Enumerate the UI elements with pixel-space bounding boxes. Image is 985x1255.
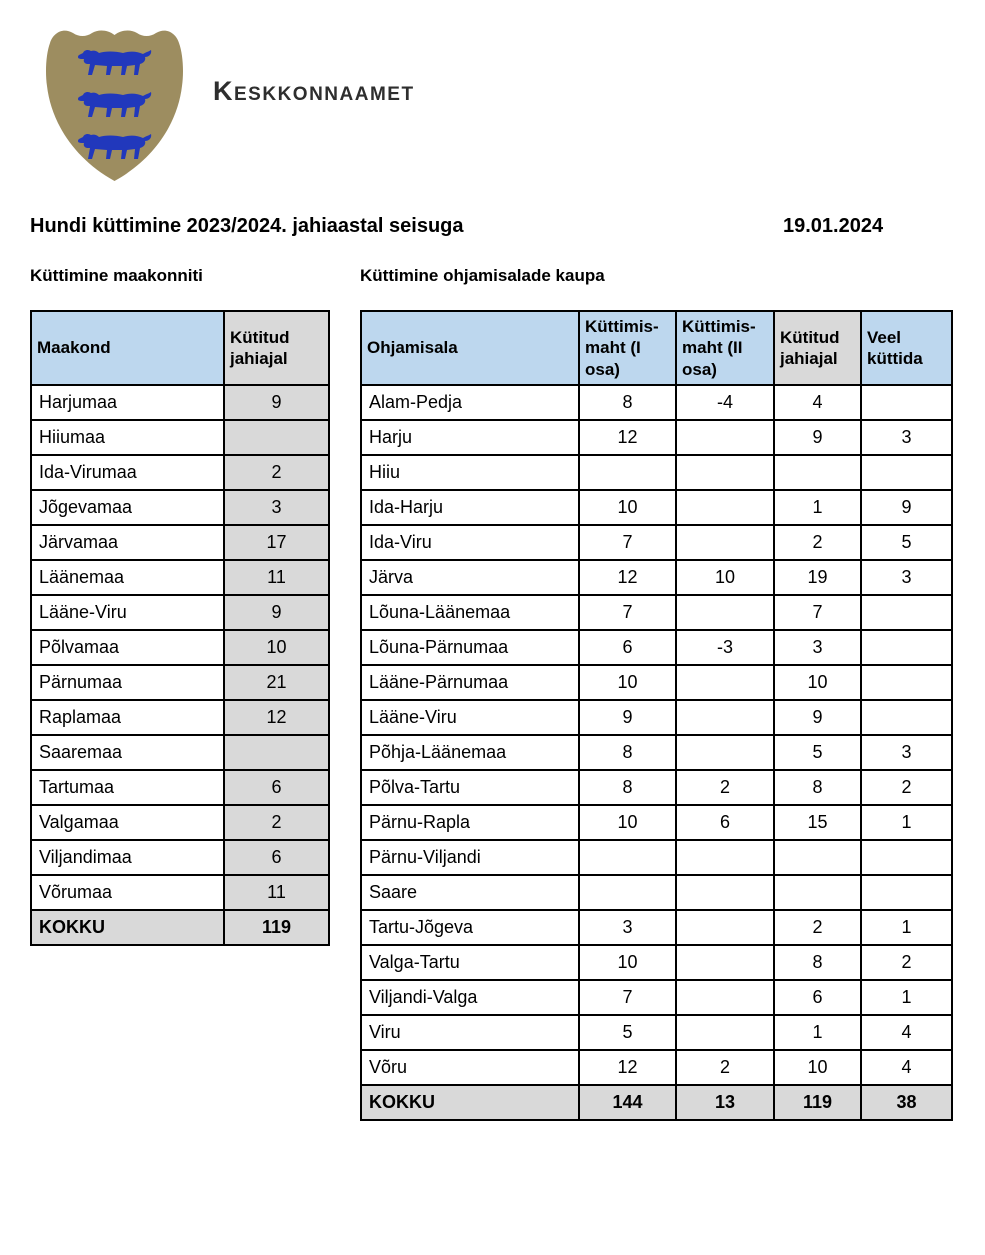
value-cell: 15 <box>774 805 861 840</box>
table-row <box>361 385 952 420</box>
table-row <box>31 770 329 805</box>
table-row <box>361 980 952 1015</box>
value-cell: 12 <box>224 700 329 735</box>
table-row <box>31 560 329 595</box>
table-row <box>31 875 329 910</box>
value-cell <box>579 875 676 910</box>
table-row <box>361 665 952 700</box>
value-cell <box>676 980 774 1015</box>
value-cell <box>861 840 952 875</box>
value-cell <box>676 735 774 770</box>
value-cell: 7 <box>774 595 861 630</box>
row-label-cell: Pärnu-Viljandi <box>361 840 579 875</box>
management-area-table <box>360 310 953 1121</box>
value-cell: 9 <box>774 700 861 735</box>
value-cell: 10 <box>774 1050 861 1085</box>
column-header-kytitud-jahiajal: Kütitud jahiajal <box>774 311 861 385</box>
value-cell: 2 <box>774 910 861 945</box>
value-cell: 1 <box>774 490 861 525</box>
table-row <box>31 385 329 420</box>
value-cell: 119 <box>224 910 329 945</box>
value-cell: 7 <box>579 595 676 630</box>
value-cell <box>861 455 952 490</box>
value-cell: 12 <box>579 560 676 595</box>
value-cell: 119 <box>774 1085 861 1120</box>
area-header-row <box>361 311 952 385</box>
value-cell: 11 <box>224 875 329 910</box>
value-cell: 3 <box>579 910 676 945</box>
value-cell <box>774 840 861 875</box>
value-cell: 3 <box>861 560 952 595</box>
value-cell: 9 <box>224 595 329 630</box>
management-area-section <box>360 266 951 1121</box>
row-label-cell: Harju <box>361 420 579 455</box>
value-cell: 3 <box>861 420 952 455</box>
row-label-cell: Läänemaa <box>31 560 224 595</box>
row-label-cell: Harjumaa <box>31 385 224 420</box>
row-label-cell: Tartumaa <box>31 770 224 805</box>
table-row <box>361 595 952 630</box>
row-label-cell: Pärnu-Rapla <box>361 805 579 840</box>
value-cell: 1 <box>774 1015 861 1050</box>
table-row <box>31 455 329 490</box>
row-label-cell: Ida-Viru <box>361 525 579 560</box>
value-cell: 10 <box>224 630 329 665</box>
table-row <box>361 770 952 805</box>
area-section-title: Küttimine ohjamisalade kaupa <box>360 266 605 285</box>
table-row <box>31 665 329 700</box>
table-row <box>31 490 329 525</box>
value-cell <box>676 420 774 455</box>
value-cell: 2 <box>224 805 329 840</box>
value-cell: 1 <box>861 805 952 840</box>
value-cell: 3 <box>861 735 952 770</box>
value-cell <box>861 385 952 420</box>
value-cell <box>676 910 774 945</box>
value-cell <box>861 630 952 665</box>
value-cell: 8 <box>579 385 676 420</box>
value-cell: 3 <box>224 490 329 525</box>
row-label-cell: Lääne-Viru <box>31 595 224 630</box>
value-cell: 17 <box>224 525 329 560</box>
county-header-row <box>31 311 329 385</box>
column-header-kytitud-jahiajal: Kütitud jahiajal <box>224 311 329 385</box>
row-label-cell: Raplamaa <box>31 700 224 735</box>
row-label-cell: Põlvamaa <box>31 630 224 665</box>
row-label-cell: Lääne-Viru <box>361 700 579 735</box>
total-label-cell: KOKKU <box>361 1085 579 1120</box>
table-row <box>31 595 329 630</box>
table-row <box>31 700 329 735</box>
value-cell <box>861 700 952 735</box>
county-table <box>30 310 330 946</box>
value-cell <box>676 490 774 525</box>
value-cell: 5 <box>579 1015 676 1050</box>
value-cell: 4 <box>774 385 861 420</box>
county-section-title: Küttimine maakonniti <box>30 266 203 285</box>
table-row <box>31 630 329 665</box>
row-label-cell: Võru <box>361 1050 579 1085</box>
value-cell <box>676 665 774 700</box>
value-cell: 2 <box>224 455 329 490</box>
table-row <box>31 735 329 770</box>
row-label-cell: Valga-Tartu <box>361 945 579 980</box>
value-cell: 5 <box>861 525 952 560</box>
value-cell <box>774 875 861 910</box>
row-label-cell: Pärnumaa <box>31 665 224 700</box>
row-label-cell: Lääne-Pärnumaa <box>361 665 579 700</box>
value-cell: 12 <box>579 420 676 455</box>
table-row <box>361 1015 952 1050</box>
value-cell: 3 <box>774 630 861 665</box>
value-cell: 38 <box>861 1085 952 1120</box>
value-cell: 10 <box>676 560 774 595</box>
row-label-cell: Viru <box>361 1015 579 1050</box>
value-cell <box>579 455 676 490</box>
value-cell: 8 <box>774 945 861 980</box>
table-row <box>361 840 952 875</box>
row-label-cell: Võrumaa <box>31 875 224 910</box>
total-label-cell: KOKKU <box>31 910 224 945</box>
value-cell: 9 <box>861 490 952 525</box>
value-cell: 10 <box>579 665 676 700</box>
value-cell <box>676 525 774 560</box>
value-cell: 2 <box>676 770 774 805</box>
table-row <box>361 490 952 525</box>
row-label-cell: Lõuna-Pärnumaa <box>361 630 579 665</box>
value-cell: 8 <box>579 770 676 805</box>
value-cell <box>676 455 774 490</box>
value-cell: 2 <box>861 770 952 805</box>
value-cell: 10 <box>579 805 676 840</box>
row-label-cell: Järva <box>361 560 579 595</box>
row-label-cell: Saare <box>361 875 579 910</box>
value-cell <box>579 840 676 875</box>
value-cell: 6 <box>774 980 861 1015</box>
value-cell: -3 <box>676 630 774 665</box>
value-cell <box>676 700 774 735</box>
value-cell: 6 <box>224 770 329 805</box>
row-label-cell: Viljandi-Valga <box>361 980 579 1015</box>
value-cell: 6 <box>224 840 329 875</box>
value-cell: 1 <box>861 980 952 1015</box>
value-cell: 4 <box>861 1015 952 1050</box>
row-label-cell: Hiiu <box>361 455 579 490</box>
row-label-cell: Põlva-Tartu <box>361 770 579 805</box>
value-cell: 13 <box>676 1085 774 1120</box>
value-cell: 6 <box>579 630 676 665</box>
row-label-cell: Jõgevamaa <box>31 490 224 525</box>
value-cell: 8 <box>579 735 676 770</box>
column-header-veel-kyttida: Veel küttida <box>861 311 952 385</box>
table-row <box>361 875 952 910</box>
value-cell: 12 <box>579 1050 676 1085</box>
estonia-coat-of-arms-icon <box>42 28 187 186</box>
table-row <box>31 525 329 560</box>
organization-name: Keskkonnaamet <box>213 76 415 106</box>
table-row <box>361 455 952 490</box>
total-row <box>361 1085 952 1120</box>
table-row <box>361 1050 952 1085</box>
value-cell <box>224 420 329 455</box>
column-header-maakond: Maakond <box>31 311 224 385</box>
value-cell: 7 <box>579 525 676 560</box>
row-label-cell: Põhja-Läänemaa <box>361 735 579 770</box>
column-header-kyttimismaht-2: Küttimis-maht (II osa) <box>676 311 774 385</box>
row-label-cell: Ida-Virumaa <box>31 455 224 490</box>
value-cell <box>676 595 774 630</box>
value-cell: 5 <box>774 735 861 770</box>
table-row <box>361 945 952 980</box>
value-cell: 8 <box>774 770 861 805</box>
county-section <box>30 266 328 946</box>
total-row <box>31 910 329 945</box>
value-cell: 6 <box>676 805 774 840</box>
value-cell: 1 <box>861 910 952 945</box>
report-date: 19.01.2024 <box>783 215 884 237</box>
value-cell: 9 <box>774 420 861 455</box>
table-row <box>361 910 952 945</box>
table-row <box>361 735 952 770</box>
value-cell: 11 <box>224 560 329 595</box>
value-cell <box>774 455 861 490</box>
value-cell: 9 <box>224 385 329 420</box>
row-label-cell: Hiiumaa <box>31 420 224 455</box>
document-title: Hundi küttimine 2023/2024. jahiaastal seisuga <box>30 215 464 237</box>
value-cell: 9 <box>579 700 676 735</box>
row-label-cell: Järvamaa <box>31 525 224 560</box>
column-header-ohjamisala: Ohjamisala <box>361 311 579 385</box>
value-cell: 21 <box>224 665 329 700</box>
value-cell: 10 <box>774 665 861 700</box>
value-cell <box>676 875 774 910</box>
table-row <box>31 805 329 840</box>
value-cell <box>861 875 952 910</box>
row-label-cell: Ida-Harju <box>361 490 579 525</box>
row-label-cell: Viljandimaa <box>31 840 224 875</box>
value-cell <box>676 840 774 875</box>
value-cell: 7 <box>579 980 676 1015</box>
value-cell <box>224 735 329 770</box>
value-cell: 2 <box>676 1050 774 1085</box>
table-row <box>31 420 329 455</box>
value-cell <box>676 945 774 980</box>
table-row <box>361 805 952 840</box>
table-row <box>361 560 952 595</box>
value-cell <box>676 1015 774 1050</box>
value-cell: -4 <box>676 385 774 420</box>
value-cell: 2 <box>774 525 861 560</box>
table-row <box>361 420 952 455</box>
value-cell <box>861 595 952 630</box>
table-row <box>361 630 952 665</box>
row-label-cell: Alam-Pedja <box>361 385 579 420</box>
row-label-cell: Tartu-Jõgeva <box>361 910 579 945</box>
value-cell: 2 <box>861 945 952 980</box>
row-label-cell: Valgamaa <box>31 805 224 840</box>
row-label-cell: Saaremaa <box>31 735 224 770</box>
value-cell: 10 <box>579 490 676 525</box>
row-label-cell: Lõuna-Läänemaa <box>361 595 579 630</box>
value-cell: 144 <box>579 1085 676 1120</box>
table-row <box>361 700 952 735</box>
value-cell <box>861 665 952 700</box>
table-row <box>361 525 952 560</box>
column-header-kyttimismaht-1: Küttimis-maht (I osa) <box>579 311 676 385</box>
table-row <box>31 840 329 875</box>
value-cell: 19 <box>774 560 861 595</box>
value-cell: 4 <box>861 1050 952 1085</box>
value-cell: 10 <box>579 945 676 980</box>
